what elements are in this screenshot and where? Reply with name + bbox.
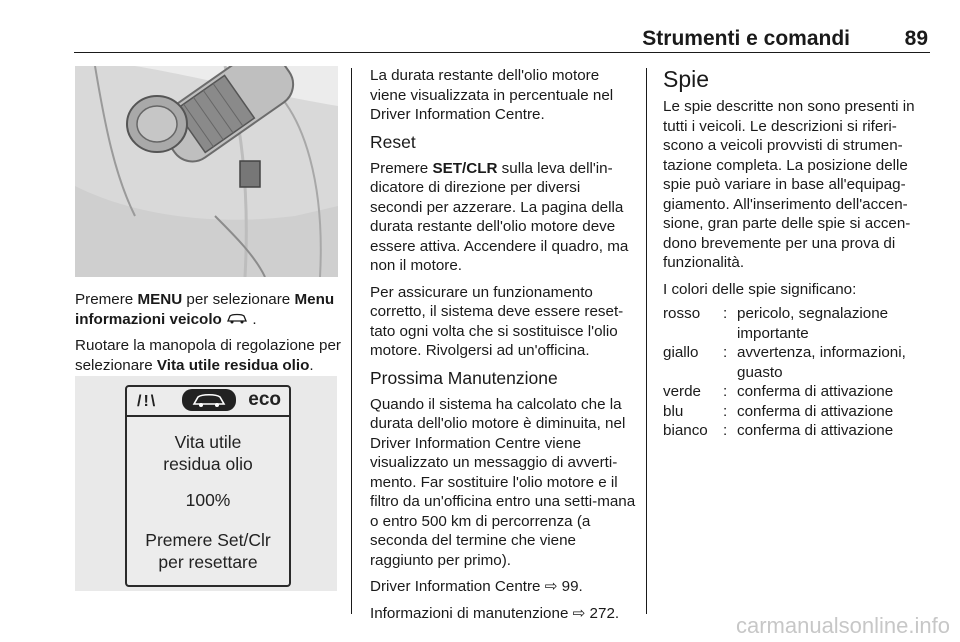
color-meaning: conferma di attivazione (737, 383, 894, 400)
separator: : (723, 422, 728, 439)
table-row (663, 402, 931, 422)
color-name: giallo (663, 344, 699, 361)
dic-line-3: Premere Set/Clr (145, 530, 271, 550)
dic-screen (125, 385, 291, 587)
color-meaning: conferma di attivazione (737, 422, 894, 439)
color-name: verde (663, 383, 701, 400)
warning-icon: /!\ (137, 393, 158, 410)
table-row (663, 304, 931, 343)
text: Premere (75, 291, 138, 308)
text: sulla leva dell'in-dicatore di direzione per diversi secondi per azzerare. La pagina della durata restante dell'olio motore deve essere attiva. Accendere il quadro, ma non il motore. (370, 159, 629, 274)
reference-dic: Driver Information Centre ⇨ 99. (370, 578, 583, 595)
table-row (663, 343, 931, 382)
menu-keyword: MENU (137, 291, 183, 308)
column-right (663, 66, 931, 441)
separator: : (723, 344, 728, 361)
column-middle (370, 66, 636, 630)
car-icon (226, 311, 252, 328)
heading-spie: Spie (663, 66, 710, 92)
column-divider-left (351, 68, 352, 614)
paragraph-oil-life: La durata restante dell'olio motore viene visualizzata in percentuale nel Driver Information Centre. (370, 67, 614, 123)
indicator-lever-photo (75, 66, 338, 277)
option-name: Vita utile residua olio (156, 356, 310, 374)
dic-line-4: per resettare (158, 552, 258, 572)
heading-service: Prossima Manutenzione (370, 367, 558, 388)
paragraph-service: Quando il sistema ha calcolato che la durata dell'olio motore è diminuita, nel Driver Information Centre viene visualizzato un messaggio di avverti-mento. Far sostituire l'olio motore e il filtro da un'officina entro una setti-mana o entro 500 km di percorrenza (a seconda del termine che viene raggiunto per primo). (370, 395, 636, 569)
colors-table (663, 304, 931, 441)
page-section-title: Strumenti e comandi (642, 27, 850, 50)
color-meaning: avvertenza, informazioni, guasto (737, 344, 906, 381)
table-row (663, 421, 931, 441)
separator: : (723, 402, 728, 420)
separator: : (723, 305, 728, 322)
button-keyword: SET/CLR (432, 159, 498, 177)
text: Premere (370, 159, 433, 177)
dic-line-2: residua olio (163, 454, 253, 474)
text: . (252, 310, 257, 328)
paragraph-reset (370, 159, 636, 276)
reference-service: Informazioni di manutenzione ⇨ 272. (370, 604, 620, 622)
paragraph-reset-note: Per assicurare un funzionamento corretto, il sistema deve essere reset-tato ogni volta che si sostituisce l'olio motore. Rivolgersi ad un'officina. (370, 283, 624, 359)
color-name: bianco (663, 422, 708, 439)
paragraph-colors-intro: I colori delle spie significano: (663, 280, 857, 298)
watermark: carmanualsonline.info (735, 613, 950, 638)
paragraph-menu (75, 290, 347, 329)
column-left (75, 290, 347, 382)
separator: : (723, 383, 728, 400)
paragraph-spie: Le spie descritte non sono presenti in tutti i veicoli. Le descrizioni si riferi-scono a veicoli provvisti di strumen-tazione completa. La posizione delle spie può variare in base all'equipag-giamento. All'inserimento dell'accen-sione, gran parte delle spie si accen-dono brevemente per una prova di funzionalità. (663, 98, 915, 271)
text: . (309, 356, 314, 374)
paragraph-select (75, 336, 347, 375)
text: Ruotare la manopola di regolazione per selezionare (75, 337, 341, 374)
header-rule (74, 52, 930, 53)
dic-line-1: Vita utile (174, 432, 242, 452)
color-name: blu (663, 402, 684, 420)
menu-name: Menu informazioni veicolo (75, 291, 335, 328)
column-divider-right (646, 68, 647, 614)
car-icon (182, 389, 236, 411)
text: per selezionare (182, 291, 295, 308)
eco-label: eco (248, 389, 281, 410)
color-meaning: conferma di attivazione (737, 402, 894, 420)
heading-reset: Reset (370, 131, 416, 152)
oil-life-display-illustration (75, 376, 337, 591)
color-meaning: pericolo, segnalazione importante (737, 305, 889, 342)
page-number: 89 (904, 27, 928, 50)
dic-percent: 100% (185, 490, 231, 510)
color-name: rosso (663, 305, 701, 322)
dic-top-bar (127, 387, 289, 417)
table-row (663, 382, 931, 402)
